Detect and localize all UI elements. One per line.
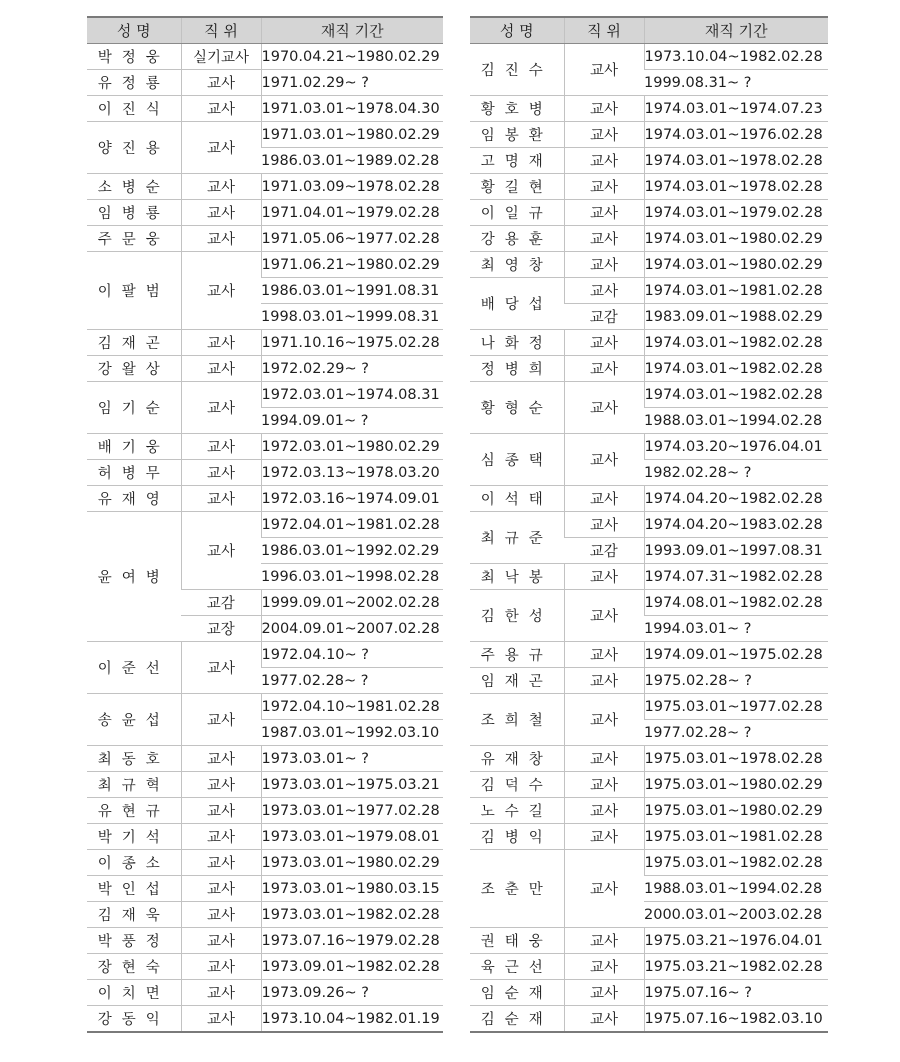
staff-name-cell: 이진식 bbox=[87, 96, 181, 122]
staff-name-cell: 박풍정 bbox=[87, 928, 181, 954]
period-cell: 1986.03.01~1992.02.29 bbox=[261, 538, 443, 564]
header-name: 성 명 bbox=[87, 17, 181, 44]
position-cell: 교사 bbox=[181, 486, 261, 512]
position-cell: 교사 bbox=[564, 330, 644, 356]
period-cell: 1975.03.01~1981.02.28 bbox=[644, 824, 828, 850]
header-period: 재직 기간 bbox=[261, 17, 443, 44]
position-cell: 교사 bbox=[564, 356, 644, 382]
position-cell: 교사 bbox=[564, 980, 644, 1006]
staff-name-cell: 김한성 bbox=[470, 590, 564, 642]
table-row bbox=[470, 486, 828, 512]
position-cell: 교사 bbox=[564, 954, 644, 980]
position-cell: 교사 bbox=[564, 590, 644, 642]
period-cell: 1971.02.29~ ? bbox=[261, 70, 443, 96]
period-cell: 1971.03.01~1980.02.29 bbox=[261, 122, 443, 148]
position-cell: 교사 bbox=[181, 694, 261, 746]
period-cell: 1996.03.01~1998.02.28 bbox=[261, 564, 443, 590]
position-cell: 교사 bbox=[181, 928, 261, 954]
staff-name-cell: 이치면 bbox=[87, 980, 181, 1006]
period-cell: 1973.03.01~1980.03.15 bbox=[261, 876, 443, 902]
period-cell: 1987.03.01~1992.03.10 bbox=[261, 720, 443, 746]
period-cell: 1974.04.20~1983.02.28 bbox=[644, 512, 828, 538]
period-cell: 1974.03.01~1978.02.28 bbox=[644, 174, 828, 200]
staff-name-cell: 임기순 bbox=[87, 382, 181, 434]
table-row bbox=[470, 850, 828, 876]
staff-name-cell: 최규준 bbox=[470, 512, 564, 564]
table-row bbox=[87, 486, 443, 512]
table-row bbox=[87, 824, 443, 850]
period-cell: 1973.09.26~ ? bbox=[261, 980, 443, 1006]
period-cell: 1974.03.20~1976.04.01 bbox=[644, 434, 828, 460]
staff-name-cell: 배당섭 bbox=[470, 278, 564, 330]
staff-name-cell: 소병순 bbox=[87, 174, 181, 200]
position-cell: 교사 bbox=[564, 96, 644, 122]
staff-name-cell: 장현숙 bbox=[87, 954, 181, 980]
position-cell: 교장 bbox=[181, 616, 261, 642]
staff-name-cell: 양진용 bbox=[87, 122, 181, 174]
table-row bbox=[87, 850, 443, 876]
table-body-right bbox=[470, 44, 828, 1033]
period-cell: 1986.03.01~1989.02.28 bbox=[261, 148, 443, 174]
period-cell: 1971.04.01~1979.02.28 bbox=[261, 200, 443, 226]
table-row bbox=[87, 512, 443, 538]
table-row bbox=[470, 226, 828, 252]
table-row bbox=[470, 668, 828, 694]
period-cell: 1971.05.06~1977.02.28 bbox=[261, 226, 443, 252]
staff-name-cell: 김순재 bbox=[470, 1006, 564, 1033]
position-cell: 교사 bbox=[564, 668, 644, 694]
position-cell: 교사 bbox=[181, 954, 261, 980]
table-row bbox=[87, 772, 443, 798]
staff-name-cell: 이준선 bbox=[87, 642, 181, 694]
period-cell: 1972.03.01~1974.08.31 bbox=[261, 382, 443, 408]
staff-name-cell: 주문웅 bbox=[87, 226, 181, 252]
table-body-left bbox=[87, 44, 443, 1033]
table-row bbox=[87, 954, 443, 980]
period-cell: 1975.07.16~1982.03.10 bbox=[644, 1006, 828, 1033]
position-cell: 교사 bbox=[564, 252, 644, 278]
staff-name-cell: 주용규 bbox=[470, 642, 564, 668]
table-row bbox=[470, 1006, 828, 1033]
table-row bbox=[470, 330, 828, 356]
period-cell: 1974.03.01~1980.02.29 bbox=[644, 226, 828, 252]
table-row bbox=[470, 382, 828, 408]
table-row bbox=[87, 226, 443, 252]
period-cell: 1973.07.16~1979.02.28 bbox=[261, 928, 443, 954]
table-row bbox=[87, 642, 443, 668]
position-cell: 교사 bbox=[181, 902, 261, 928]
position-cell: 교사 bbox=[181, 512, 261, 590]
staff-name-cell: 황길현 bbox=[470, 174, 564, 200]
position-cell: 교사 bbox=[564, 174, 644, 200]
staff-name-cell: 이석태 bbox=[470, 486, 564, 512]
period-cell: 1974.03.01~1982.02.28 bbox=[644, 330, 828, 356]
table-row bbox=[87, 746, 443, 772]
period-cell: 1971.10.16~1975.02.28 bbox=[261, 330, 443, 356]
period-cell: 1975.03.21~1976.04.01 bbox=[644, 928, 828, 954]
table-row bbox=[470, 122, 828, 148]
position-cell: 교사 bbox=[564, 694, 644, 746]
period-cell: 1998.03.01~1999.08.31 bbox=[261, 304, 443, 330]
table-row bbox=[87, 694, 443, 720]
period-cell: 1973.03.01~1979.08.01 bbox=[261, 824, 443, 850]
staff-name-cell: 유정룡 bbox=[87, 70, 181, 96]
period-cell: 1972.03.01~1980.02.29 bbox=[261, 434, 443, 460]
position-cell: 교사 bbox=[181, 772, 261, 798]
staff-name-cell: 육근선 bbox=[470, 954, 564, 980]
period-cell: 1999.09.01~2002.02.28 bbox=[261, 590, 443, 616]
period-cell: 1999.08.31~ ? bbox=[644, 70, 828, 96]
table-row bbox=[87, 434, 443, 460]
period-cell: 1974.03.01~1981.02.28 bbox=[644, 278, 828, 304]
table-row bbox=[470, 434, 828, 460]
staff-name-cell: 조희철 bbox=[470, 694, 564, 746]
position-cell: 교사 bbox=[564, 278, 644, 304]
staff-name-cell: 김병익 bbox=[470, 824, 564, 850]
period-cell: 1972.04.10~1981.02.28 bbox=[261, 694, 443, 720]
period-cell: 1977.02.28~ ? bbox=[644, 720, 828, 746]
position-cell: 교사 bbox=[181, 356, 261, 382]
period-cell: 1973.03.01~1982.02.28 bbox=[261, 902, 443, 928]
period-cell: 2000.03.01~2003.02.28 bbox=[644, 902, 828, 928]
staff-name-cell: 송윤섭 bbox=[87, 694, 181, 746]
staff-name-cell: 권태웅 bbox=[470, 928, 564, 954]
staff-name-cell: 고명재 bbox=[470, 148, 564, 174]
period-cell: 1988.03.01~1994.02.28 bbox=[644, 876, 828, 902]
staff-name-cell: 심종택 bbox=[470, 434, 564, 486]
position-cell: 실기교사 bbox=[181, 44, 261, 70]
staff-name-cell: 이일규 bbox=[470, 200, 564, 226]
position-cell: 교사 bbox=[181, 824, 261, 850]
period-cell: 1974.08.01~1982.02.28 bbox=[644, 590, 828, 616]
staff-name-cell: 최동호 bbox=[87, 746, 181, 772]
header-row bbox=[470, 17, 828, 44]
period-cell: 2004.09.01~2007.02.28 bbox=[261, 616, 443, 642]
table-row bbox=[470, 642, 828, 668]
period-cell: 1974.03.01~1982.02.28 bbox=[644, 356, 828, 382]
period-cell: 1977.02.28~ ? bbox=[261, 668, 443, 694]
staff-name-cell: 박기석 bbox=[87, 824, 181, 850]
period-cell: 1994.03.01~ ? bbox=[644, 616, 828, 642]
table-row bbox=[87, 928, 443, 954]
position-cell: 교사 bbox=[181, 642, 261, 694]
table-row bbox=[87, 1006, 443, 1033]
period-cell: 1973.03.01~ ? bbox=[261, 746, 443, 772]
period-cell: 1972.04.10~ ? bbox=[261, 642, 443, 668]
period-cell: 1973.10.04~1982.02.28 bbox=[644, 44, 828, 70]
position-cell: 교사 bbox=[181, 252, 261, 330]
staff-name-cell: 윤여병 bbox=[87, 512, 181, 642]
staff-name-cell: 조춘만 bbox=[470, 850, 564, 928]
header-position: 직 위 bbox=[564, 17, 644, 44]
position-cell: 교사 bbox=[181, 850, 261, 876]
position-cell: 교사 bbox=[564, 512, 644, 538]
period-cell: 1982.02.28~ ? bbox=[644, 460, 828, 486]
period-cell: 1986.03.01~1991.08.31 bbox=[261, 278, 443, 304]
position-cell: 교사 bbox=[564, 772, 644, 798]
period-cell: 1972.03.16~1974.09.01 bbox=[261, 486, 443, 512]
period-cell: 1974.04.20~1982.02.28 bbox=[644, 486, 828, 512]
period-cell: 1975.03.21~1982.02.28 bbox=[644, 954, 828, 980]
period-cell: 1970.04.21~1980.02.29 bbox=[261, 44, 443, 70]
staff-name-cell: 박인섭 bbox=[87, 876, 181, 902]
table-row bbox=[470, 564, 828, 590]
period-cell: 1974.03.01~1976.02.28 bbox=[644, 122, 828, 148]
period-cell: 1993.09.01~1997.08.31 bbox=[644, 538, 828, 564]
period-cell: 1975.03.01~1980.02.29 bbox=[644, 798, 828, 824]
position-cell: 교사 bbox=[564, 564, 644, 590]
header-row bbox=[87, 17, 443, 44]
period-cell: 1988.03.01~1994.02.28 bbox=[644, 408, 828, 434]
staff-table-left bbox=[87, 16, 443, 1033]
staff-name-cell: 정병희 bbox=[470, 356, 564, 382]
period-cell: 1972.03.13~1978.03.20 bbox=[261, 460, 443, 486]
staff-name-cell: 강동익 bbox=[87, 1006, 181, 1033]
position-cell: 교사 bbox=[181, 434, 261, 460]
position-cell: 교사 bbox=[564, 824, 644, 850]
table-row bbox=[87, 798, 443, 824]
header-position: 직 위 bbox=[181, 17, 261, 44]
position-cell: 교사 bbox=[564, 642, 644, 668]
staff-name-cell: 임봉환 bbox=[470, 122, 564, 148]
period-cell: 1974.03.01~1978.02.28 bbox=[644, 148, 828, 174]
position-cell: 교사 bbox=[564, 226, 644, 252]
table-row bbox=[470, 954, 828, 980]
table-row bbox=[470, 694, 828, 720]
period-cell: 1974.09.01~1975.02.28 bbox=[644, 642, 828, 668]
period-cell: 1973.10.04~1982.01.19 bbox=[261, 1006, 443, 1033]
position-cell: 교사 bbox=[564, 200, 644, 226]
period-cell: 1974.03.01~1980.02.29 bbox=[644, 252, 828, 278]
table-row bbox=[470, 590, 828, 616]
staff-name-cell: 최낙봉 bbox=[470, 564, 564, 590]
period-cell: 1974.03.01~1982.02.28 bbox=[644, 382, 828, 408]
position-cell: 교감 bbox=[564, 304, 644, 330]
staff-name-cell: 이종소 bbox=[87, 850, 181, 876]
period-cell: 1973.03.01~1975.03.21 bbox=[261, 772, 443, 798]
position-cell: 교사 bbox=[564, 44, 644, 96]
staff-name-cell: 유재창 bbox=[470, 746, 564, 772]
table-row bbox=[87, 44, 443, 70]
position-cell: 교사 bbox=[564, 486, 644, 512]
table-row bbox=[87, 902, 443, 928]
position-cell: 교사 bbox=[181, 70, 261, 96]
table-row bbox=[87, 70, 443, 96]
table-row bbox=[470, 252, 828, 278]
period-cell: 1983.09.01~1988.02.29 bbox=[644, 304, 828, 330]
staff-name-cell: 이팔범 bbox=[87, 252, 181, 330]
staff-name-cell: 노수길 bbox=[470, 798, 564, 824]
table-row bbox=[470, 200, 828, 226]
table-row bbox=[470, 772, 828, 798]
position-cell: 교사 bbox=[564, 850, 644, 928]
period-cell: 1994.09.01~ ? bbox=[261, 408, 443, 434]
table-row bbox=[470, 512, 828, 538]
position-cell: 교사 bbox=[564, 382, 644, 434]
staff-name-cell: 강용훈 bbox=[470, 226, 564, 252]
staff-name-cell: 김재곤 bbox=[87, 330, 181, 356]
period-cell: 1972.02.29~ ? bbox=[261, 356, 443, 382]
table-row bbox=[87, 96, 443, 122]
table-row bbox=[470, 278, 828, 304]
table-row bbox=[87, 876, 443, 902]
position-cell: 교사 bbox=[564, 434, 644, 486]
table-row bbox=[470, 174, 828, 200]
period-cell: 1971.06.21~1980.02.29 bbox=[261, 252, 443, 278]
position-cell: 교사 bbox=[181, 746, 261, 772]
staff-name-cell: 박정웅 bbox=[87, 44, 181, 70]
position-cell: 교사 bbox=[181, 980, 261, 1006]
table-row bbox=[470, 824, 828, 850]
period-cell: 1974.03.01~1979.02.28 bbox=[644, 200, 828, 226]
staff-name-cell: 유재영 bbox=[87, 486, 181, 512]
position-cell: 교사 bbox=[181, 200, 261, 226]
staff-name-cell: 강왈상 bbox=[87, 356, 181, 382]
staff-name-cell: 김덕수 bbox=[470, 772, 564, 798]
position-cell: 교사 bbox=[181, 96, 261, 122]
period-cell: 1971.03.01~1978.04.30 bbox=[261, 96, 443, 122]
staff-name-cell: 임순재 bbox=[470, 980, 564, 1006]
table-row bbox=[470, 746, 828, 772]
position-cell: 교사 bbox=[181, 226, 261, 252]
position-cell: 교사 bbox=[181, 876, 261, 902]
position-cell: 교사 bbox=[181, 798, 261, 824]
period-cell: 1973.03.01~1977.02.28 bbox=[261, 798, 443, 824]
staff-name-cell: 임병룡 bbox=[87, 200, 181, 226]
table-row bbox=[470, 980, 828, 1006]
period-cell: 1975.07.16~ ? bbox=[644, 980, 828, 1006]
table-row bbox=[87, 174, 443, 200]
staff-name-cell: 최영창 bbox=[470, 252, 564, 278]
position-cell: 교사 bbox=[181, 382, 261, 434]
position-cell: 교사 bbox=[564, 122, 644, 148]
staff-name-cell: 김재욱 bbox=[87, 902, 181, 928]
table-row bbox=[470, 928, 828, 954]
position-cell: 교사 bbox=[181, 330, 261, 356]
period-cell: 1975.03.01~1978.02.28 bbox=[644, 746, 828, 772]
staff-name-cell: 김진수 bbox=[470, 44, 564, 96]
staff-name-cell: 황형순 bbox=[470, 382, 564, 434]
position-cell: 교감 bbox=[564, 538, 644, 564]
position-cell: 교사 bbox=[564, 1006, 644, 1033]
period-cell: 1975.03.01~1980.02.29 bbox=[644, 772, 828, 798]
position-cell: 교사 bbox=[564, 798, 644, 824]
period-cell: 1975.03.01~1977.02.28 bbox=[644, 694, 828, 720]
period-cell: 1974.07.31~1982.02.28 bbox=[644, 564, 828, 590]
period-cell: 1974.03.01~1974.07.23 bbox=[644, 96, 828, 122]
table-row bbox=[87, 356, 443, 382]
table-row bbox=[470, 148, 828, 174]
staff-name-cell: 유현규 bbox=[87, 798, 181, 824]
staff-name-cell: 황호병 bbox=[470, 96, 564, 122]
staff-name-cell: 최규혁 bbox=[87, 772, 181, 798]
header-name: 성 명 bbox=[470, 17, 564, 44]
table-row bbox=[87, 330, 443, 356]
position-cell: 교사 bbox=[181, 122, 261, 174]
position-cell: 교사 bbox=[564, 148, 644, 174]
table-row bbox=[87, 200, 443, 226]
staff-name-cell: 나화정 bbox=[470, 330, 564, 356]
period-cell: 1975.02.28~ ? bbox=[644, 668, 828, 694]
position-cell: 교사 bbox=[564, 928, 644, 954]
position-cell: 교사 bbox=[564, 746, 644, 772]
staff-name-cell: 허병무 bbox=[87, 460, 181, 486]
position-cell: 교감 bbox=[181, 590, 261, 616]
period-cell: 1975.03.01~1982.02.28 bbox=[644, 850, 828, 876]
table-row bbox=[87, 122, 443, 148]
table-row bbox=[87, 460, 443, 486]
period-cell: 1971.03.09~1978.02.28 bbox=[261, 174, 443, 200]
position-cell: 교사 bbox=[181, 460, 261, 486]
table-row bbox=[470, 96, 828, 122]
staff-name-cell: 배기웅 bbox=[87, 434, 181, 460]
table-row bbox=[470, 356, 828, 382]
table-row bbox=[87, 252, 443, 278]
position-cell: 교사 bbox=[181, 1006, 261, 1033]
period-cell: 1973.09.01~1982.02.28 bbox=[261, 954, 443, 980]
header-period: 재직 기간 bbox=[644, 17, 828, 44]
position-cell: 교사 bbox=[181, 174, 261, 200]
table-row bbox=[470, 798, 828, 824]
staff-name-cell: 임재곤 bbox=[470, 668, 564, 694]
table-row bbox=[87, 980, 443, 1006]
period-cell: 1973.03.01~1980.02.29 bbox=[261, 850, 443, 876]
staff-table-right bbox=[470, 16, 828, 1033]
table-row bbox=[470, 44, 828, 70]
period-cell: 1972.04.01~1981.02.28 bbox=[261, 512, 443, 538]
table-row bbox=[87, 382, 443, 408]
